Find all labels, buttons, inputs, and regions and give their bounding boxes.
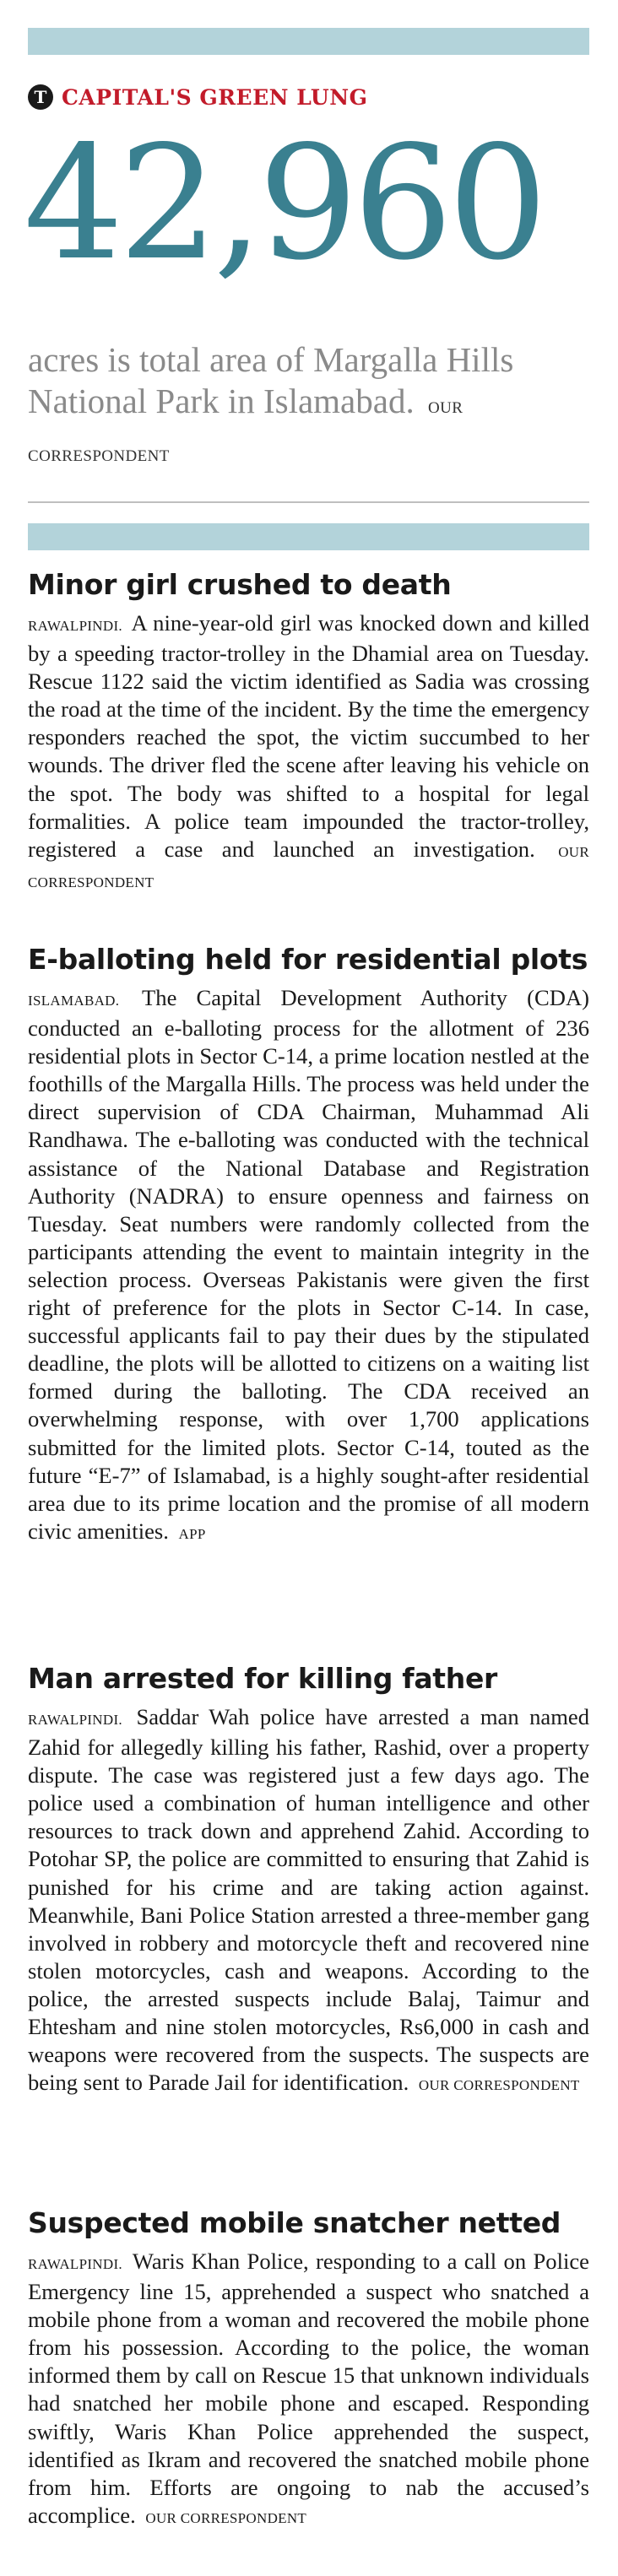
story-credit: APP xyxy=(178,1525,206,1542)
story-headline: Minor girl crushed to death xyxy=(28,568,452,601)
big-number: 42,960 xyxy=(24,111,543,295)
fact-credit: OUR CORRESPONDENT xyxy=(28,399,464,465)
story-body xyxy=(28,984,589,1548)
story-credit: OUR CORRESPONDENT xyxy=(418,2077,580,2094)
news-story xyxy=(28,942,589,1548)
news-story xyxy=(28,1661,589,2099)
section-kicker xyxy=(28,83,367,111)
story-text: The Capital Development Authority (CDA) conducted an e-balloting process for the allotment of 236 residential plots in Sector C-14, a prime location nestled at the foothills of the Margalla Hills. The process was held under the direct supervision of CDA Chairman, Muhammad Ali Randhawa. The e-balloting was conducted with the technical assistance of the National Database and Registration Authority (NADRA) to ensure openness and fairness on Tuesday. Seat numbers were randomly collected from the participants attending the event to maintain integrity in the selection process. Overseas Pakistanis were given the first right of preference for the plots in Sector C-14. In case, successful applicants fail to pay their dues by the stipulated deadline, the plots will be allotted to citizens on a waiting list formed during the balloting. The CDA received an overwhelming response, with over 1,700 applications submitted for the limited plots. Sector C-14, touted as the future “E-7” of Islamabad, is a highly sought-after residential area due to its prime location and the promise of all modern civic amenities. xyxy=(28,985,590,1544)
story-headline: Suspected mobile snatcher netted xyxy=(28,2206,561,2239)
story-dateline: RAWALPINDI. xyxy=(28,618,122,634)
fact-caption xyxy=(28,339,589,477)
story-text: Saddar Wah police have arrested a man named Zahid for allegedly killing his father, Rashid, over a property dispute. The case was registered just a few days ago. The police used a combination of human intelligence and other resources to track down and apprehend Zahid. According to Potohar SP, the police are committed to ensuring that Zahid is punished for his crime and are taking action against. Meanwhile, Bani Police Station arrested a three-member gang involved in robbery and motorcycle theft and recovered nine stolen motorcycles, cash and weapons. According to the police, the arrested suspects include Balaj, Taimur and Ehtesham and nine stolen motorcycles, Rs6,000 in cash and weapons were recovered from the suspects. The suspects are being sent to Parade Jail for identification. xyxy=(28,1704,589,2096)
story-text: A nine-year-old girl was knocked down and killed by a speeding tractor-trolley in the Dhamial area on Tuesday. Rescue 1122 said the victim identified as Sadia was crossing the road at the time of the incident. By the time the emergency responders reached the spot, the victim succumbed to her wounds. The driver fled the scene after leaving his vehicle on the spot. The body was shifted to a hospital for legal formalities. A police team impounded the tractor-trolley, registered a case and launched an investigation. xyxy=(28,610,589,862)
story-dateline: RAWALPINDI. xyxy=(28,1712,122,1728)
story-dateline: RAWALPINDI. xyxy=(28,2256,122,2272)
story-credit: OUR CORRESPONDENT xyxy=(145,2509,307,2526)
story-credit: OUR CORRESPONDENT xyxy=(28,843,589,890)
story-text: Waris Khan Police, responding to a call on Police Emergency line 15, apprehended a suspect who snatched a mobile phone from a woman and recovered the mobile phone from his possession. According to the police, the woman informed them by call on Rescue 15 that unknown individuals had snatched her mobile phone and escaped. Responding swiftly, Waris Khan Police apprehended the suspect, identified as Ikram and recovered the snatched mobile phone from him. Efforts are ongoing to nab the accused’s accomplice. xyxy=(28,2249,589,2528)
fact-text: acres is total area of Margalla Hills National Park in Islamabad. xyxy=(28,340,514,420)
story-body xyxy=(28,2248,589,2532)
top-accent-band xyxy=(28,28,589,55)
publication-logo-icon: T xyxy=(28,84,53,110)
story-body xyxy=(28,1703,589,2099)
story-headline: E-balloting held for residential plots xyxy=(28,943,588,976)
news-story xyxy=(28,567,589,896)
kicker-label: CAPITAL'S GREEN LUNG xyxy=(62,84,368,110)
story-body xyxy=(28,609,589,896)
middle-accent-band xyxy=(28,523,589,550)
story-headline: Man arrested for killing father xyxy=(28,1662,498,1695)
news-story xyxy=(28,2205,589,2532)
divider-rule xyxy=(28,501,589,503)
story-dateline: ISLAMABAD. xyxy=(28,993,120,1009)
